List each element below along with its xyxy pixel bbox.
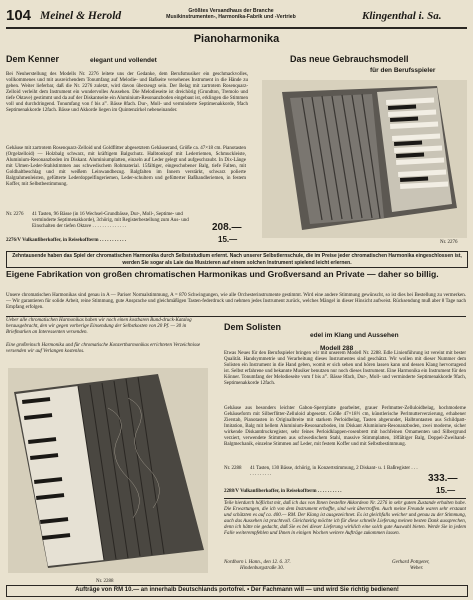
spec-2288-nr: Nr. 2288 <box>224 466 242 471</box>
kenner-construction: Gehäuse mit zartrotem Rosenquarz-Zelloid und Goldflitter abgesetztem Gehäuserand, Größe ca. 47×18 cm. Pianotasten (Orgelzelloid) — Holzbalg schwarz, mit kräftigem Balgschutz. Halbtonkopf mit Lederriemen, Schmuckleiste, Aluminium-Resonanzboden im Diskant. Aluminiumplatten, einzeln auf Leder gelegt und aufgeschraubt. In Dix-Länge mit Ulmen-Leder-Stahlstimmen aus schwedischem Rohmaterial. 15fältiger, eingeschobener Balg, tiefe Falten, mit Goldhaltbeschlag und mit weißem Leinwandbezug. Balgfalten im Innern verstärkt, schwarz polierte Balgrahmenleisten, gefütterte Lederdoppelfingeriemen, Leder-schultern und gefütterter Baßhandleriemen, in festem Koffer, mit Selbstbestimmung. <box>6 146 246 187</box>
testimonial-rule <box>224 498 466 499</box>
testimonial-name: Gerhard Pottgeter, <box>392 560 430 565</box>
solist-heading: Dem Solisten <box>224 322 282 332</box>
photo-2288-label: Nr. 2288 <box>96 579 114 584</box>
accordion-2288-image <box>8 368 208 573</box>
case-2288-label: 2288/V Vulkanfiberkoffer, in Reisekoffterm . . . . . . . . . . <box>224 489 342 494</box>
accordion-2276-image <box>262 80 467 238</box>
case-2276-label: 2276/V Vulkanfiberkoffer, in Reisekoffterm . . . . . . . . . . . <box>6 238 126 243</box>
testimonial-place: Nordhorn i. Hann., den 12. 6. 37. <box>224 560 291 565</box>
firm-name: Meinel & Herold <box>40 10 122 22</box>
notice-box <box>6 251 468 268</box>
accordion-2276-photo <box>262 80 467 238</box>
solist-model: Modell 288 <box>320 345 354 352</box>
spec-2276-text: 41 Tasten, 96 Bässe (in 16 Wechsel-Grundbässe, Dur-, Moll-, Septime- und verminderte Septimenakkorde), 3chörig, mit Registerbestellung zum Aus- und Einschalten der tiefen Oktave . . . . . . . . . . . . . . <box>32 212 189 229</box>
gebrauchsmodell-heading: Das neue Gebrauchsmodell <box>290 54 409 64</box>
catalog-note-2: Eine großreinsch Harmonika und für chromatische Konzertharmonikas errichteten Verzeichnisse versenden wir auf Verlangen kostenlos. <box>6 343 201 354</box>
gebrauchsmodell-subheading: für den Berufsspieler <box>370 67 436 74</box>
solist-construction: Gehäuse aus besonders leichter Gabon-Sperrplatte gearbeitet, grauer Perlmutter-Zelluloidbelag, hochmoderne Gehäuseform mit Silberflitter-Zelluloid abgesetzt. Größe 47×18½ cm, künstlerische Perlmutterverzierung, erhabener Zierstab, Pianotasten in Originalbreite mit starkem Perloidbelag, Tasten abgerundet, Halbtontasten aus Schildpatt-Imitation, Balg mit hellem Aluminium-Resonanzboden, im Diskant Aluminium-Resonanzboden, zwei moderne, sicher wirkende Diskantdruckregister, sehr feines Perloidklappen-rosenbrett mit hochfeinen Ornamenten und Silbergrund verziert, verwendete Stimmen aus schwedischem Stahl, massive Stimmplatten, 18fältiger Balg, Doppel-Zweihand-Balgmechanik, einzelne Stimmen auf Leder, mit festem Koffer und mit Selbstbestimmung. <box>224 406 466 447</box>
testimonial-street: Hindenburgstraße 30. <box>240 566 284 571</box>
footer-text: Aufträge von RM 10.— an innerhalb Deutschlands portofrei. • Der Fachmann will — und wird Sie richtig bedienen! <box>75 587 399 593</box>
spec-2288-text: 41 Tasten, 130 Bässe, 4chörig, in Konzertstimmung, 2 Diskant- u. 1 Baßregister . . . . . . . . . . . . <box>250 466 418 477</box>
section-rule <box>6 316 466 317</box>
location: Klingenthal i. Sa. <box>362 10 442 22</box>
kenner-subheading: elegant und vollendet <box>90 57 157 64</box>
testimonial-text: Teile hierdurch höflichst mit, daß ich das von Ihnen bestellte Akkordeon Nr. 2276 in sehr gutem Zustande erhalten habe. Die Erwartungen, die ich von dem Instrument erhoffte, sind weit übertroffen. Auch meine Freunde waren sehr erstaunt und schätzten es auf ca. 400.— RM. Der Klang ist ausgezeichnet. Es ist gleichfalls weicher und genau zu der Stimmung, auch das Aussehen ist prachtvoll. Gleichzeitig möchte ich für diese schnelle Lieferung meinen besten Dank aussprechen, denn ich hätte nie gedacht, daß Sie es bei dieser Lieferung wirklich eine solch gute Auswahl bieten. Werde Sie in jedem Falle weiterempfehlen und Ihnen in einigen Wochen weitere Aufträge zukommen lassen. <box>224 501 466 536</box>
solist-description: Etwas Neues für den Berufsspieler bringen wir mit unserem Modell Nr. 2288. Edle Linienführung ist vereint mit bester Qualität. Handsymmetrie und Verarbeitung dieses Instrumentes sind geschätzt. Wir wollen mit dieser Nummer dem Solisten ein Instrument in die Hand geben, womit er sich sehen und hören lassen kann und dessen Klang hervorragend ist. Selbst erfahrene und bekannte Musiker benutzen nur noch dieses Instrument. Eine Harmonika ein Instrument für den Könner. Tonumfang der Melodieseite vom f bis a'''. Bässe 8fach, Dur-, Moll- und verminderte Septimenakkorde 9fach, Septimenakkorde 12fach. <box>224 351 466 386</box>
price-2288: 333.— <box>428 473 458 484</box>
case-2276-price: 15.— <box>218 235 238 244</box>
fabrication-body: Unsere chromatischen Harmonikas sind genau in A — Pariser Normalstimmung, A = 870 Schwingungen, wie alle Orchesterinstrumente gestimmt. Wird eine andere Stimmung gewünscht, so ist dies bei Bestellung zu vermerken. — Wir garantieren für solide Arbeit, reine Stimmung, gute Ansprache und gleichmäßigen Tasten-federdruck und nehmen jedes Instrument zurück, welches Mängel in dieser Hinsicht aufweist. Rücksendung muß aber 8 Tage nach Empfang erfolgen. <box>6 293 466 310</box>
fabrication-heading: Eigene Fabrikation von großen chromatischen Harmonikas und Großversand an Private — daher so billig. <box>6 269 439 279</box>
kenner-heading: Dem Kenner <box>6 54 60 64</box>
header-tagline <box>166 8 296 20</box>
accordion-2288-photo <box>8 368 208 573</box>
tagline-line-2: Musikinstrumenten-, Harmonika-Fabrik und -Vertrieb <box>166 14 296 20</box>
page-title: Pianoharmonika <box>193 33 280 45</box>
footer-box <box>6 585 468 597</box>
page-number: 104 <box>6 7 32 24</box>
header-rule <box>6 27 467 29</box>
case-2288-price: 15.— <box>436 486 456 495</box>
catalog-note: Ueber alle chromatischen Harmonikas haben wir noch einen kostbaren Bund-druck-Katalog herausgebracht, den wir gegen vorherige Einsendung der Selbstkosten von 20 Pf. — 30 in Briefmarken an Interessenten versenden. <box>6 318 192 335</box>
solist-subheading: edel im Klang und Aussehen <box>310 332 399 339</box>
price-2276: 208.— <box>212 222 242 233</box>
testimonial-role: Weber. <box>410 566 424 571</box>
notice-text: Zehntausende haben das Spiel der chromatischen Harmonika durch Selbststudium erlernt. Nach unserer Selbstlernschule, die im Preise jeder chromatischen Harmonika eingeschlossen ist, werden Sie sogar als Laie das Musizieren auf einem solchen Instrument spielend leicht erlernen. <box>12 253 462 266</box>
spec-2276-nr: Nr. 2276 <box>6 212 24 217</box>
photo-2276-label: Nr. 2276 <box>440 240 458 245</box>
tagline-line-1: Größtes Versandhaus der Branche <box>188 8 274 14</box>
kenner-description: Bei Neuherstellung des Modells Nr. 2276 leitete uns der Gedanke, dem Berufsmusiker ein geschmackvolles, vollkommenes und mit ausreichendem Tonumfang auf Melodie- und Baßseite versehenes Instrument in die Hände zu geben. Weiter lieferbar, daß die Nr. 2276 zuletzt, wird davon überzeugt sein. Der Belag mit zartrotem Rosenquarz-Zelloid verleiht dem Instrument ein wundervolles Aussehen. Die Melodieseite ist dreichörig (Grundton, Tremolo und tiefe Oktave) gestimmt und da auf der Diskantseite ein Aluminium-Resonanzboden eingebaut ist, erklingen die Stimmen voll und durchdringend. Tonumfang von f bis a'''. Bässe 8fach. Dur-, Moll- und verminderte Septimenakkorde, 9fach Septimenakkorde 12fach. Bässe und Akkorde liegen im Quintenzirkel nebeneinander. <box>6 72 248 113</box>
